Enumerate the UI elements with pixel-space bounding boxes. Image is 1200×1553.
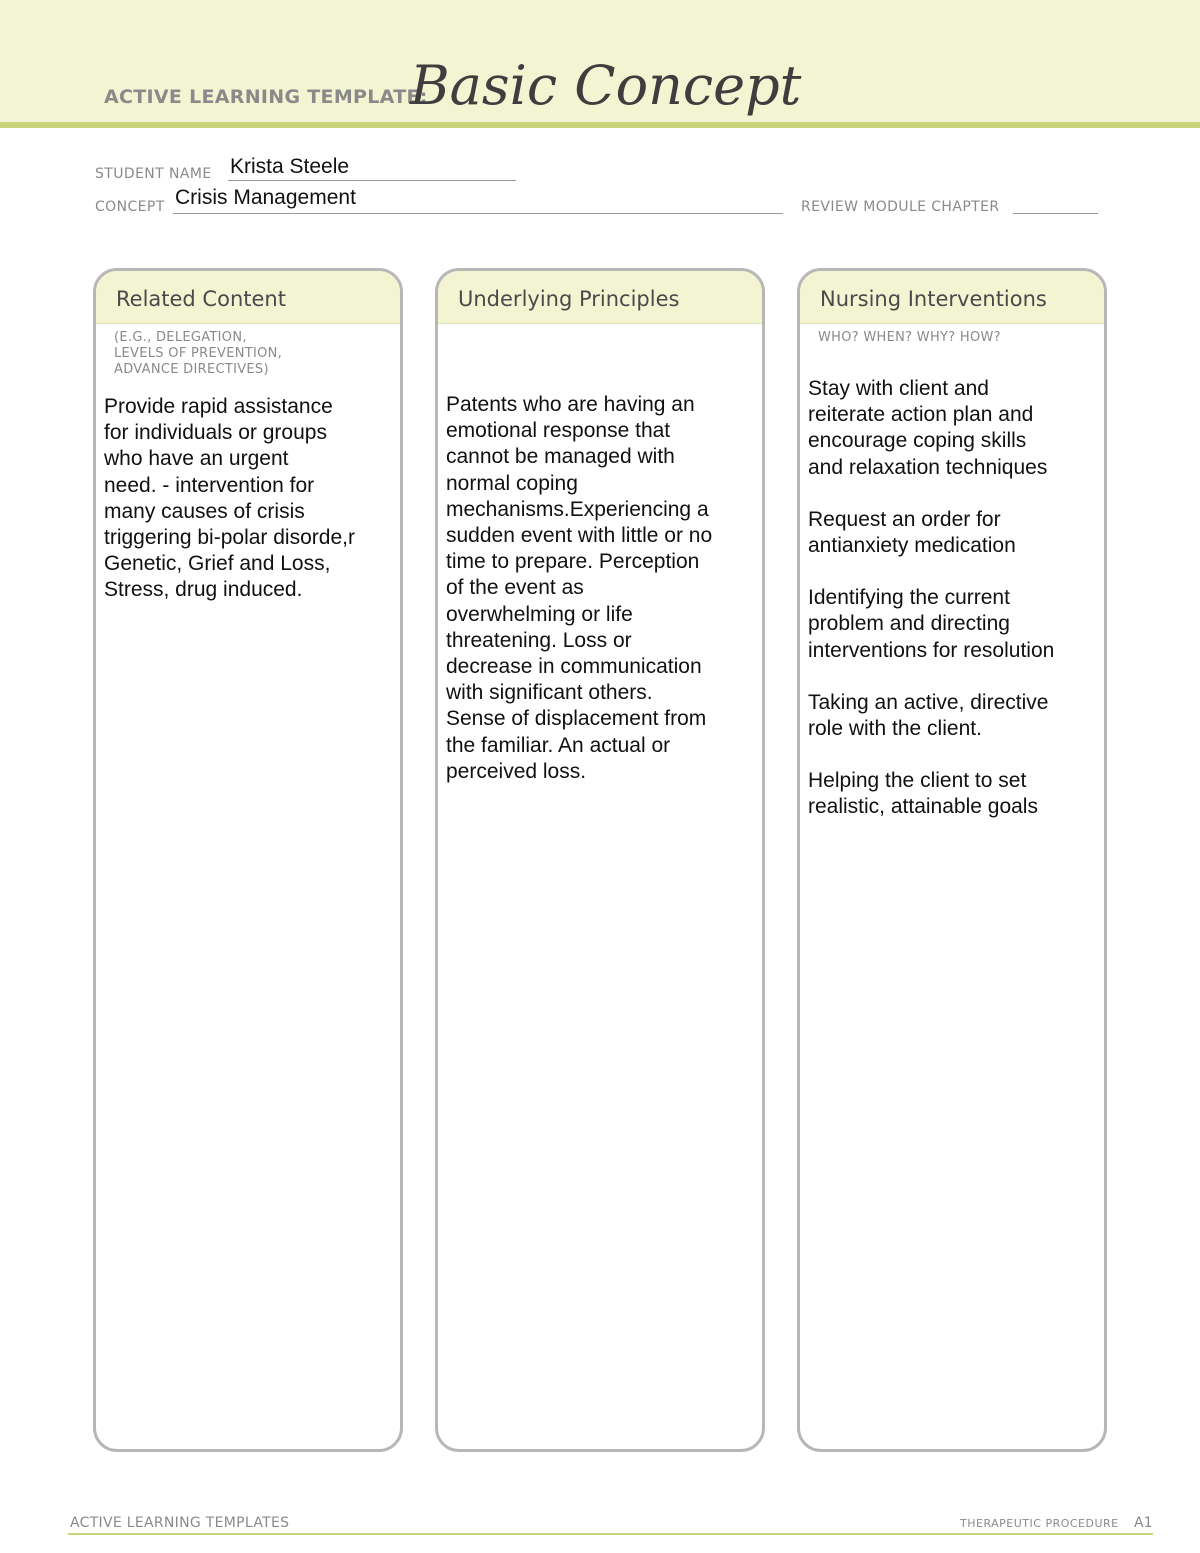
related-content-line: who have an urgent [104, 447, 289, 471]
underlying-principles-line: emotional response that [446, 419, 671, 443]
header-rule [0, 122, 1200, 128]
intervention-item [808, 376, 1094, 481]
concept-line [173, 213, 783, 214]
concept-value[interactable]: Crisis Management [175, 186, 356, 209]
footer-category-label: THERAPEUTIC PROCEDURE [960, 1517, 1119, 1530]
intervention-line: Identifying the current [808, 586, 1010, 610]
related-content-body[interactable] [96, 378, 400, 604]
intervention-item [808, 768, 1094, 820]
student-name-line [228, 180, 516, 181]
related-content-header [96, 271, 400, 324]
underlying-principles-line: of the event as [446, 576, 584, 600]
nursing-interventions-card [797, 268, 1107, 1452]
review-module-line [1013, 213, 1098, 214]
underlying-principles-line: time to prepare. Perception [446, 550, 700, 574]
underlying-principles-title: Underlying Principles [458, 287, 680, 311]
related-content-line: triggering bi-polar disorde,r [104, 526, 355, 550]
nursing-interventions-hint-line: WHO? WHEN? WHY? HOW? [818, 330, 1001, 345]
related-content-hint-line: (E.G., DELEGATION, [114, 330, 247, 345]
student-name-label: STUDENT NAME [95, 166, 212, 182]
underlying-principles-line: Patents who are having an [446, 393, 695, 416]
related-content-line: many causes of crisis [104, 499, 305, 523]
student-name-value[interactable]: Krista Steele [230, 155, 350, 178]
underlying-principles-line: overwhelming or life [446, 602, 633, 626]
related-content-hint-line: ADVANCE DIRECTIVES) [114, 362, 269, 377]
underlying-principles-line: decrease in communication [446, 655, 702, 679]
underlying-principles-line: threatening. Loss or [446, 628, 632, 652]
footer-rule [68, 1533, 1153, 1535]
intervention-line: Stay with client and [808, 377, 989, 400]
concept-label: CONCEPT [95, 199, 165, 215]
nursing-interventions-body[interactable] [800, 346, 1104, 821]
related-content-line: Provide rapid assistance [104, 395, 333, 418]
related-content-hint-line: LEVELS OF PREVENTION, [114, 346, 283, 361]
intervention-line: antianxiety medication [808, 534, 1016, 558]
related-content-line: Stress, drug induced. [104, 578, 303, 602]
underlying-principles-line: with significant others. [446, 681, 653, 705]
related-content-line: need. - intervention for [104, 473, 315, 497]
intervention-item [808, 585, 1094, 664]
underlying-principles-header [438, 271, 762, 324]
intervention-item [808, 690, 1094, 742]
related-content-line: for individuals or groups [104, 421, 327, 445]
intervention-line: realistic, attainable goals [808, 795, 1038, 819]
underlying-principles-line: Sense of displacement from [446, 707, 707, 731]
intervention-line: reiterate action plan and [808, 403, 1034, 427]
underlying-principles-card [435, 268, 765, 1452]
underlying-principles-line: mechanisms.Experiencing a [446, 497, 709, 521]
intervention-line: role with the client. [808, 717, 982, 741]
footer-page-code: A1 [1134, 1515, 1153, 1531]
related-content-card [93, 268, 403, 1452]
footer-series-label: ACTIVE LEARNING TEMPLATES [70, 1515, 290, 1531]
page-title: Basic Concept [410, 54, 802, 117]
intervention-line: Request an order for [808, 507, 1001, 531]
nursing-interventions-title: Nursing Interventions [820, 287, 1047, 311]
intervention-item [808, 507, 1094, 559]
intervention-line: interventions for resolution [808, 638, 1055, 662]
related-content-line: Genetic, Grief and Loss, [104, 552, 331, 576]
related-content-title: Related Content [116, 287, 286, 311]
underlying-principles-line: sudden event with little or no [446, 524, 713, 548]
intervention-line: and relaxation techniques [808, 455, 1048, 479]
related-content-hint [96, 324, 400, 378]
underlying-principles-body[interactable] [438, 324, 762, 785]
underlying-principles-line: cannot be managed with [446, 445, 675, 469]
template-label: ACTIVE LEARNING TEMPLATE: [104, 86, 428, 108]
intervention-line: encourage coping skills [808, 429, 1027, 453]
underlying-principles-line: normal coping [446, 471, 578, 495]
underlying-principles-line: perceived loss. [446, 759, 587, 783]
nursing-interventions-hint [800, 324, 1104, 346]
intervention-line: Helping the client to set [808, 769, 1027, 793]
nursing-interventions-header [800, 271, 1104, 324]
intervention-line: Taking an active, directive [808, 690, 1049, 714]
intervention-line: problem and directing [808, 612, 1010, 636]
underlying-principles-line: the familiar. An actual or [446, 733, 671, 757]
review-module-label: REVIEW MODULE CHAPTER [801, 199, 1000, 215]
